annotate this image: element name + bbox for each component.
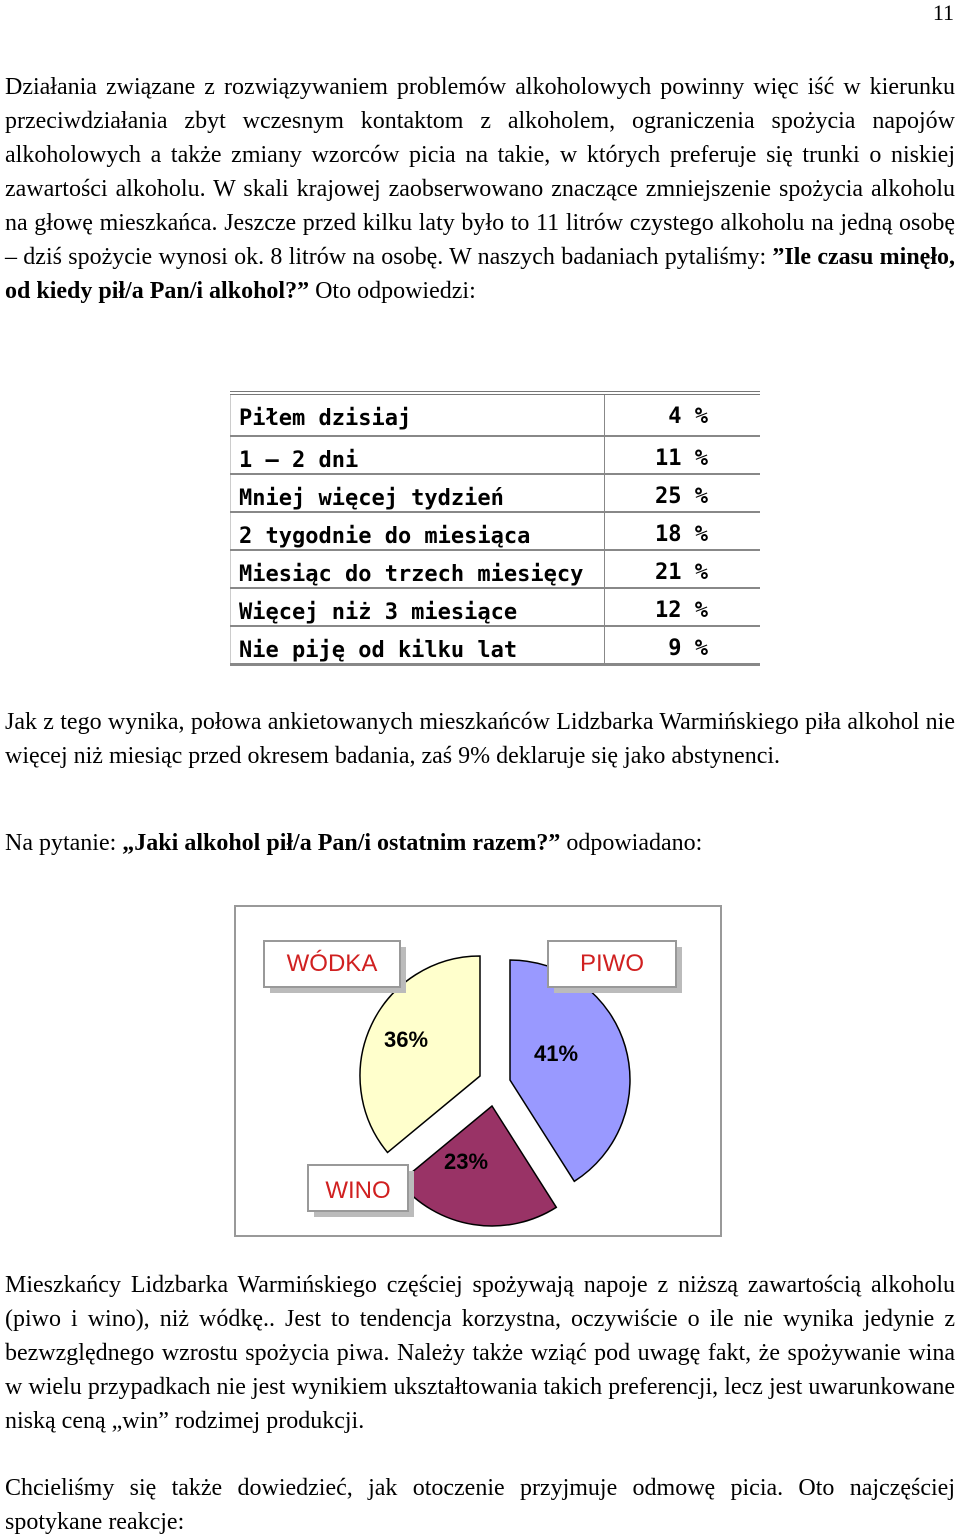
legend-vodka (264, 941, 406, 993)
table-row (230, 437, 760, 475)
summary-paragraph: Jak z tego wynika, połowa ankietowanych mieszkańców Lidzbarka Warmińskiego piła alkohol nie więcej niż miesiąc przed okresem badania, zaś 9% deklaruje się jako abstynenci. (5, 709, 955, 769)
question-2: „Jaki alkohol pił/a Pan/i ostatnim razem?” (122, 830, 561, 856)
question-2-paragraph (5, 826, 955, 860)
closing-paragraph: Chcieliśmy się także dowiedzieć, jak otoczenie przyjmuje odmowę picia. Oto najczęściej spotykane reakcje: (5, 1475, 955, 1535)
row-value: 21 % (604, 551, 760, 587)
intro-text: Działania związane z rozwiązywaniem problemów alkoholowych powinny więc iść w kierunku przeciwdziałania zbyt wczesnym kontaktom z alkoholem, ograniczenia spożycia napojów alkoholowych a także zmiany wzorców picia na takie, w których preferuje się trunki o niskiej zawartości alkoholu. W skali krajowej zaobserwowano znaczące zmniejszenie spożycia alkoholu na głowę mieszkańca. Jeszcze przed kilku laty było to 11 litrów czystego alkoholu na jedną osobę – dziś spożycie wynosi ok. 8 litrów na osobę. W naszych badaniach pytaliśmy: (5, 74, 955, 270)
row-value: 18 % (604, 513, 760, 549)
table-row (230, 475, 760, 513)
pie-slice-beer (510, 960, 630, 1181)
row-value: 11 % (604, 437, 760, 473)
intro-paragraph (5, 70, 955, 308)
table-row (230, 395, 760, 437)
row-value: 12 % (604, 589, 760, 625)
row-label: Mniej więcej tydzień (230, 475, 604, 511)
table-row (230, 513, 760, 551)
question-1: ”Ile czasu minęło, od kiedy pił/a Pan/i alkohol?” (5, 244, 955, 304)
pie-svg (236, 907, 724, 1239)
row-label: Miesiąc do trzech miesięcy (230, 551, 604, 587)
row-label: Więcej niż 3 miesiące (230, 589, 604, 625)
legend-wine (308, 1165, 414, 1217)
value-beer: 41% (533, 1041, 579, 1066)
q2-intro: Na pytanie: (5, 830, 123, 856)
label-vodka: WÓDKA (286, 950, 378, 977)
value-vodka: 36% (383, 1027, 429, 1052)
row-value: 25 % (604, 475, 760, 511)
conclusion-paragraph: Mieszkańcy Lidzbarka Warmińskiego częściej spożywają napoje z niższą zawartością alkoholu (piwo i wino), niż wódkę.. Jest to tendencja korzystna, oczywiście o ile nie wynika jedynie z bezwzględnego wzrostu spożycia piwa. Należy także wziąć pod uwagę fakt, że spożywanie wina w wielu przypadkach nie jest wynikiem ukształtowania takich preferencji, lecz jest uwarunkowane niską ceną „win” rodzimej produkcji. (5, 1272, 955, 1434)
alcohol-type-chart (234, 905, 722, 1237)
row-label: 2 tygodnie do miesiąca (230, 513, 604, 549)
value-wine: 23% (443, 1149, 489, 1174)
label-wine: WINO (325, 1177, 391, 1204)
page-number: 11 (932, 0, 954, 25)
q2-end: odpowiadano: (560, 830, 703, 856)
table-row (230, 551, 760, 589)
row-label: 1 – 2 dni (230, 437, 604, 473)
row-label: Nie piję od kilku lat (230, 627, 604, 663)
row-value: 9 % (604, 627, 760, 663)
row-label: Piłem dzisiaj (230, 395, 604, 435)
intro-text-end: Oto odpowiedzi: (309, 278, 476, 304)
time-since-drink-table (230, 391, 760, 666)
table-row (230, 589, 760, 627)
label-beer: PIWO (580, 950, 644, 977)
table-row (230, 627, 760, 666)
legend-beer (548, 941, 682, 993)
row-value: 4 % (604, 395, 760, 435)
